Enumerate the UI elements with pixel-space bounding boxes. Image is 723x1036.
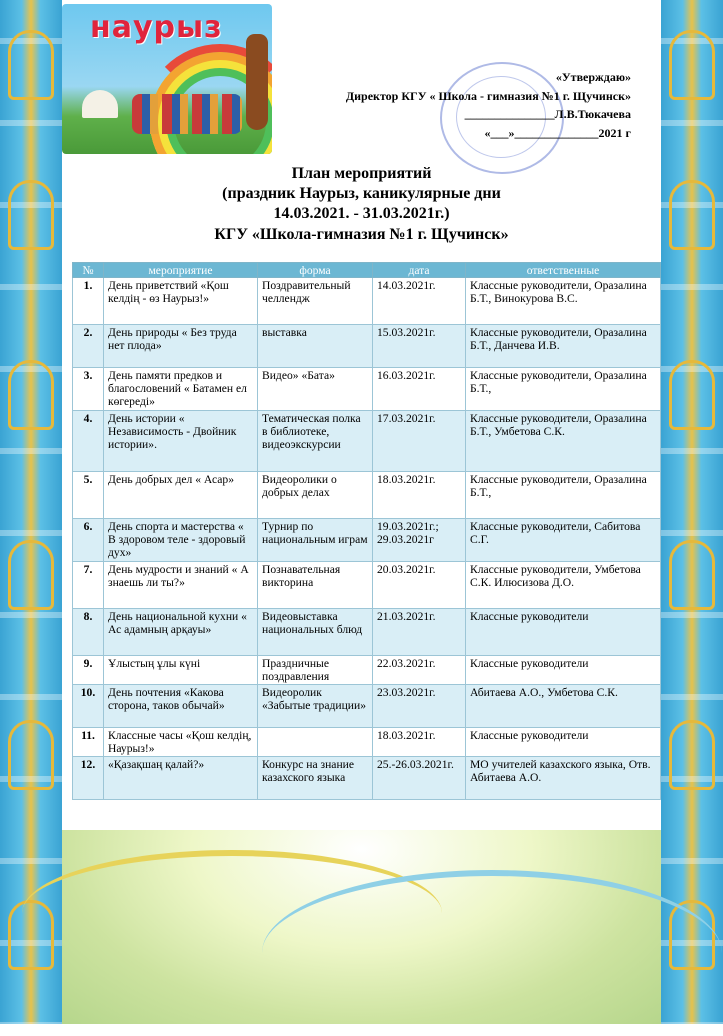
- cell-responsible: Абитаева А.О., Умбетова С.К.: [466, 685, 661, 728]
- cell-responsible: Классные руководители, Сабитова С.Г.: [466, 519, 661, 562]
- cell-number: 7.: [73, 562, 104, 609]
- cell-responsible: Классные руководители, Оразалина Б.Т.,: [466, 472, 661, 519]
- cell-number: 5.: [73, 472, 104, 519]
- doc-title: План мероприятий: [291, 165, 432, 182]
- cell-form: Праздничные поздравления: [258, 656, 373, 685]
- ornament-motif: [669, 180, 715, 250]
- dombra-illustration: [246, 34, 268, 130]
- approval-line-3: _______________Л.В.Тюкачева: [464, 107, 631, 121]
- cell-form: выставка: [258, 325, 373, 368]
- doc-dates: 14.03.2021. - 31.03.2021г.): [273, 205, 450, 222]
- cell-responsible: Классные руководители, Оразалина Б.Т.,: [466, 368, 661, 411]
- people-illustration: [132, 94, 242, 134]
- cell-form: Тематическая полка в библиотеке, видеоэкскурсии: [258, 411, 373, 472]
- cell-responsible: Классные руководители, Умбетова С.К. Илюсизова Д.О.: [466, 562, 661, 609]
- ornament-motif: [669, 360, 715, 430]
- cell-date: 14.03.2021г.: [373, 278, 466, 325]
- yurt-illustration: [82, 90, 118, 118]
- logo-title: наурыз: [90, 10, 223, 45]
- cell-form: Видеоролики о добрых делах: [258, 472, 373, 519]
- cell-form: Турнир по национальным играм: [258, 519, 373, 562]
- approval-line-1: «Утверждаю»: [555, 70, 631, 84]
- cell-date: 18.03.2021г.: [373, 728, 466, 757]
- cell-number: 4.: [73, 411, 104, 472]
- cell-responsible: Классные руководители, Оразалина Б.Т., Умбетова С.К.: [466, 411, 661, 472]
- table-row: [73, 278, 661, 325]
- cell-event: День спорта и мастерства « В здоровом теле - здоровый дух»: [104, 519, 258, 562]
- cell-form: Поздравительный челлендж: [258, 278, 373, 325]
- table-row: [73, 728, 661, 757]
- column-header-number: №: [73, 263, 104, 278]
- approval-line-2: Директор КГУ « Школа - гимназия №1 г. Щучинск»: [345, 89, 631, 103]
- table-row: [73, 685, 661, 728]
- ornament-motif: [669, 540, 715, 610]
- table-row: [73, 519, 661, 562]
- cell-event: День истории « Независимость - Двойник истории».: [104, 411, 258, 472]
- cell-event: Классные часы «Қош келдің, Наурыз!»: [104, 728, 258, 757]
- ornament-motif: [8, 720, 54, 790]
- cell-event: День природы « Без труда нет плода»: [104, 325, 258, 368]
- cell-number: 2.: [73, 325, 104, 368]
- cell-date: 21.03.2021г.: [373, 609, 466, 656]
- column-header-date: дата: [373, 263, 466, 278]
- table-header-row: [73, 263, 661, 278]
- cell-form: Познавательная викторина: [258, 562, 373, 609]
- approval-line-4: «___»______________2021 г: [484, 126, 631, 140]
- cell-event: День почтения «Какова сторона, таков обычай»: [104, 685, 258, 728]
- cell-responsible: Классные руководители: [466, 656, 661, 685]
- cell-number: 9.: [73, 656, 104, 685]
- cell-event: День добрых дел « Асар»: [104, 472, 258, 519]
- cell-date: 23.03.2021г.: [373, 685, 466, 728]
- ornament-motif: [8, 360, 54, 430]
- cell-responsible: Классные руководители: [466, 609, 661, 656]
- cell-event: День приветствий «Қош келдің - өз Наурыз!»: [104, 278, 258, 325]
- cell-event: День памяти предков и благословений « Батамен ел көгереді»: [104, 368, 258, 411]
- cell-form: [258, 728, 373, 757]
- cell-number: 11.: [73, 728, 104, 757]
- cell-form: Видеовыставка национальных блюд: [258, 609, 373, 656]
- cell-responsible: Классные руководители, Оразалина Б.Т., Винокурова В.С.: [466, 278, 661, 325]
- cell-date: 15.03.2021г.: [373, 325, 466, 368]
- cell-responsible: Классные руководители, Оразалина Б.Т., Данчева И.В.: [466, 325, 661, 368]
- table-row: [73, 609, 661, 656]
- cell-number: 1.: [73, 278, 104, 325]
- table-row: [73, 325, 661, 368]
- doc-organization: КГУ «Школа-гимназия №1 г. Щучинск»: [214, 226, 509, 243]
- ornament-motif: [8, 180, 54, 250]
- table-row: [73, 411, 661, 472]
- cell-event: День мудрости и знаний « А знаешь ли ты?»: [104, 562, 258, 609]
- nauryz-logo: [62, 4, 272, 154]
- table-row: [73, 656, 661, 685]
- cell-date: 19.03.2021г.; 29.03.2021г: [373, 519, 466, 562]
- right-ornament-border: [661, 0, 723, 1024]
- cell-form: Конкурс на знание казахского языка: [258, 757, 373, 800]
- table-row: [73, 472, 661, 519]
- cell-number: 3.: [73, 368, 104, 411]
- cell-date: 18.03.2021г.: [373, 472, 466, 519]
- cell-form: Видеоролик «Забытые традиции»: [258, 685, 373, 728]
- cell-number: 8.: [73, 609, 104, 656]
- cell-date: 16.03.2021г.: [373, 368, 466, 411]
- ornament-motif: [669, 30, 715, 100]
- cell-form: Видео» «Бата»: [258, 368, 373, 411]
- cell-number: 12.: [73, 757, 104, 800]
- cell-number: 10.: [73, 685, 104, 728]
- cell-date: 25.-26.03.2021г.: [373, 757, 466, 800]
- cell-date: 22.03.2021г.: [373, 656, 466, 685]
- column-header-responsible: ответственные: [466, 263, 661, 278]
- doc-subtitle: (праздник Наурыз, каникулярные дни: [222, 185, 501, 202]
- ornament-motif: [669, 720, 715, 790]
- table-row: [73, 368, 661, 411]
- cell-number: 6.: [73, 519, 104, 562]
- cell-event: «Қазақшаң қалай?»: [104, 757, 258, 800]
- table-row: [73, 562, 661, 609]
- cell-responsible: МО учителей казахского языка, Отв. Абитаева А.О.: [466, 757, 661, 800]
- cell-event: Ұлыстың ұлы күні: [104, 656, 258, 685]
- cell-date: 20.03.2021г.: [373, 562, 466, 609]
- cell-responsible: Классные руководители: [466, 728, 661, 757]
- column-header-event: мероприятие: [104, 263, 258, 278]
- table-row: [73, 757, 661, 800]
- events-table: [72, 262, 661, 800]
- column-header-form: форма: [258, 263, 373, 278]
- ornament-motif: [8, 30, 54, 100]
- decorative-background: [62, 830, 661, 1024]
- ornament-motif: [8, 540, 54, 610]
- decorative-curve: [262, 870, 722, 1036]
- cell-event: День национальной кухни « Ас адамның арқауы»: [104, 609, 258, 656]
- left-ornament-border: [0, 0, 62, 1024]
- cell-date: 17.03.2021г.: [373, 411, 466, 472]
